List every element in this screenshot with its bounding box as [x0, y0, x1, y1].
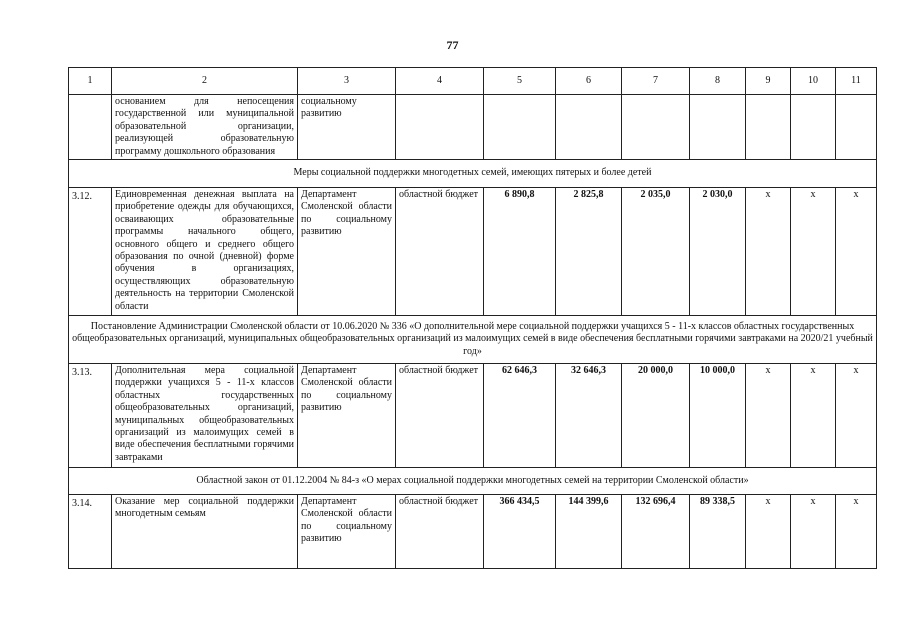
section-heading-row: [69, 316, 877, 364]
row-value-5: 6 890,8: [484, 188, 556, 316]
row-source: областной бюджет: [396, 495, 484, 569]
row-value-10: х: [791, 188, 836, 316]
col-header-5: 5: [484, 68, 556, 95]
row-value-7: 132 696,4: [622, 495, 690, 569]
row-value-6: 2 825,8: [556, 188, 622, 316]
row-source: областной бюджет: [396, 188, 484, 316]
section-heading: Меры социальной поддержки многодетных семей, имеющих пятерых и более детей: [69, 160, 877, 188]
row-source: областной бюджет: [396, 364, 484, 468]
row-value-10: х: [791, 495, 836, 569]
section-heading: Постановление Администрации Смоленской области от 10.06.2020 № 336 «О дополнительной мере социальной поддержки учащихся 5 - 11-х классов областных государственных общеобразовательных организаций, муниципальных общеобразовательных организаций из малоимущих семей в виде обеспечения бесплатными горячими завтраками на 2020/21 учебный год»: [69, 316, 877, 364]
table-row-3-14: [69, 495, 877, 569]
row-description: Единовременная денежная выплата на приобретение одежды для обучающихся, осваивающих образовательные программы начального общего, основного общего и среднего общего образования по очной (дневной) форме обучения в организациях, осуществляющих образовательную деятельность на территории Смоленской области: [112, 188, 298, 316]
col-header-3: 3: [298, 68, 396, 95]
row-value-11: х: [836, 188, 877, 316]
col-header-10: 10: [791, 68, 836, 95]
col-header-4: 4: [396, 68, 484, 95]
row-value-6: 32 646,3: [556, 364, 622, 468]
row-responsible: Департамент Смоленской области по социальному развитию: [298, 364, 396, 468]
col-header-2: 2: [112, 68, 298, 95]
row-value-5: 62 646,3: [484, 364, 556, 468]
row-responsible: Департамент Смоленской области по социальному развитию: [298, 495, 396, 569]
section-heading: Областной закон от 01.12.2004 № 84-з «О мерах социальной поддержки многодетных семей на территории Смоленской области»: [69, 468, 877, 495]
row-value-5: 366 434,5: [484, 495, 556, 569]
continuation-description: основанием для непосещения государственной или муниципальной образовательной организации, реализующей образовательную программу дошкольного образования: [112, 95, 298, 160]
row-value-8: 2 030,0: [690, 188, 746, 316]
row-value-9: х: [746, 364, 791, 468]
page-number: 77: [446, 38, 459, 52]
row-value-7: 20 000,0: [622, 364, 690, 468]
section-heading-row: [69, 160, 877, 188]
col-header-8: 8: [690, 68, 746, 95]
row-description: Дополнительная мера социальной поддержки учащихся 5 - 11-х классов областных государственных общеобразовательных организаций, муниципальных общеобразовательных организаций из малоимущих семей в виде обеспечения бесплатными горячими завтраками: [112, 364, 298, 468]
continuation-responsible: социальному развитию: [298, 95, 396, 160]
col-header-6: 6: [556, 68, 622, 95]
row-value-9: х: [746, 188, 791, 316]
section-heading-row: [69, 468, 877, 495]
table-row-continuation: [69, 95, 877, 160]
row-value-6: 144 399,6: [556, 495, 622, 569]
row-number: 3.13.: [69, 364, 112, 468]
table-row-3-12: [69, 188, 877, 316]
col-header-7: 7: [622, 68, 690, 95]
row-value-8: 89 338,5: [690, 495, 746, 569]
row-value-11: х: [836, 495, 877, 569]
budget-table: [68, 67, 877, 569]
col-header-11: 11: [836, 68, 877, 95]
table-row-3-13: [69, 364, 877, 468]
col-header-1: 1: [69, 68, 112, 95]
row-value-11: х: [836, 364, 877, 468]
row-number: 3.12.: [69, 188, 112, 316]
row-value-7: 2 035,0: [622, 188, 690, 316]
row-responsible: Департамент Смоленской области по социальному развитию: [298, 188, 396, 316]
col-header-9: 9: [746, 68, 791, 95]
row-number: 3.14.: [69, 495, 112, 569]
row-value-9: х: [746, 495, 791, 569]
column-header-row: [69, 68, 877, 95]
row-description: Оказание мер социальной поддержки многодетным семьям: [112, 495, 298, 569]
row-value-10: х: [791, 364, 836, 468]
row-value-8: 10 000,0: [690, 364, 746, 468]
